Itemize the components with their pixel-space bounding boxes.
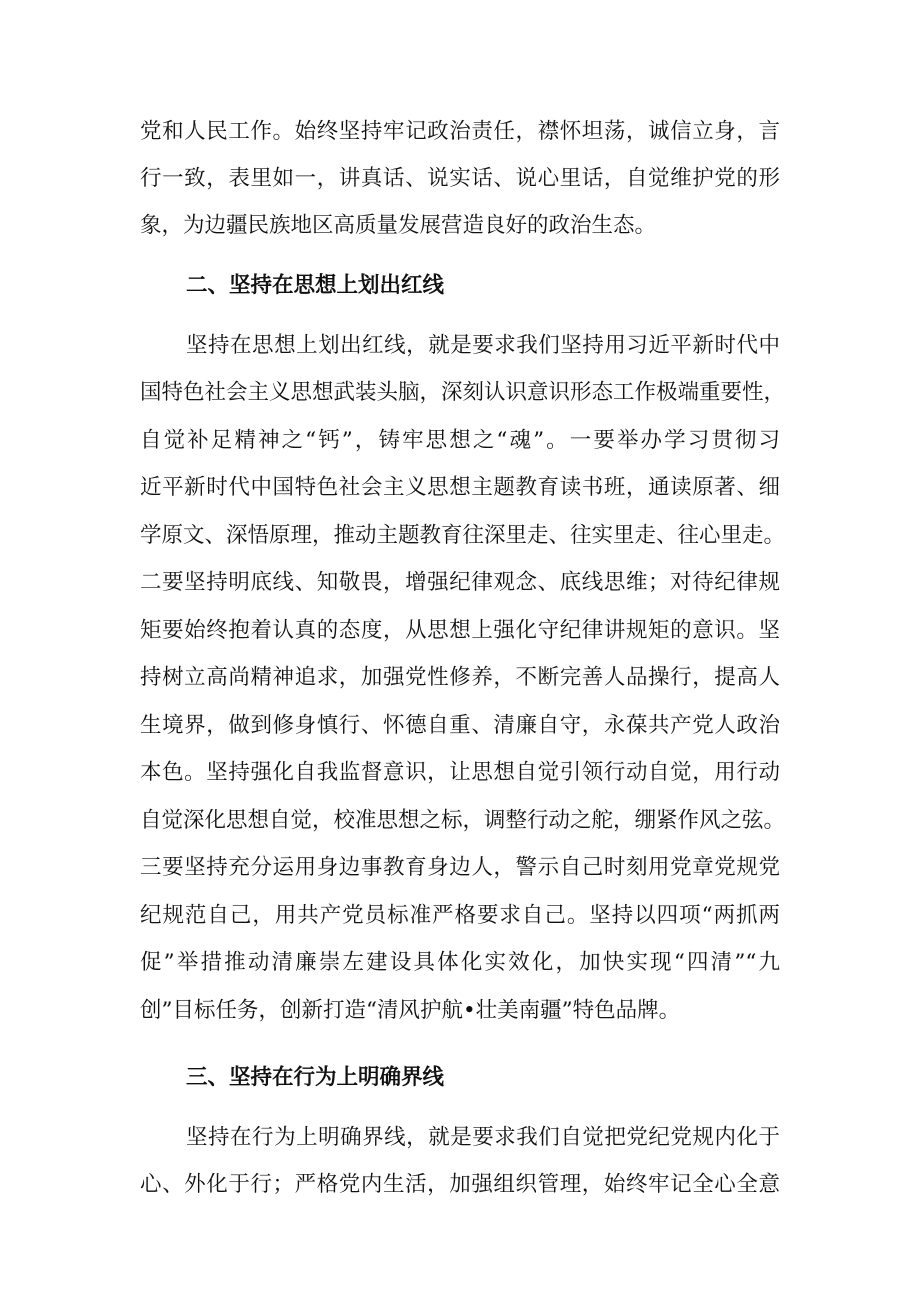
- intro-line-2: 行一致，表里如一，讲真话、说实话、说心里话，自觉维护党的形: [140, 166, 780, 191]
- section2-line-7: 矩要始终抱着认真的态度，从思想上强化守纪律讲规矩的意识。坚: [140, 618, 780, 643]
- intro-line-1: 党和人民工作。始终坚持牢记政治责任，襟怀坦荡，诚信立身，言: [140, 119, 780, 144]
- section2-line-3: 自觉补足精神之“钙”，铸牢思想之“魂”。一要举办学习贯彻习: [140, 428, 780, 453]
- intro-line-3: 象，为边疆民族地区高质量发展营造良好的政治生态。: [140, 213, 657, 238]
- section2-line-1: 坚持在思想上划出红线，就是要求我们坚持用习近平新时代中: [186, 333, 780, 358]
- section2-heading: 二、坚持在思想上划出红线: [186, 273, 445, 298]
- section2-line-2: 国特色社会主义思想武装头脑，深刻认识意识形态工作极端重要性，: [140, 380, 786, 405]
- section2-line-9: 生境界，做到修身慎行、怀德自重、清廉自守，永葆共产党人政治: [140, 713, 780, 738]
- section2-line-11: 自觉深化思想自觉，校准思想之标，调整行动之舵，绷紧作风之弦。: [140, 808, 786, 833]
- section3-line-1: 坚持在行为上明确界线，就是要求我们自觉把党纪党规内化于: [186, 1125, 780, 1150]
- section2-line-13: 纪规范自己，用共产党员标准严格要求自己。坚持以四项“两抓两: [140, 903, 780, 928]
- section3-line-2: 心、外化于行；严格党内生活，加强组织管理，始终牢记全心全意: [140, 1172, 780, 1197]
- section3-heading: 三、坚持在行为上明确界线: [186, 1065, 445, 1090]
- section2-line-8: 持树立高尚精神追求，加强党性修养，不断完善人品操行，提高人: [140, 665, 780, 690]
- section2-line-12: 三要坚持充分运用身边事教育身边人，警示自己时刻用党章党规党: [140, 855, 780, 880]
- section2-line-14: 促”举措推动清廉崇左建设具体化实效化，加快实现“四清”“九: [140, 950, 780, 975]
- section2-line-15: 创”目标任务，创新打造“清风护航•壮美南疆”特色品牌。: [140, 998, 681, 1023]
- section2-line-4: 近平新时代中国特色社会主义思想主题教育读书班，通读原著、细: [140, 475, 780, 500]
- section2-line-6: 二要坚持明底线、知敬畏，增强纪律观念、底线思维；对待纪律规: [140, 570, 780, 595]
- section2-line-5: 学原文、深悟原理，推动主题教育往深里走、往实里走、往心里走。: [140, 523, 786, 548]
- section2-line-10: 本色。坚持强化自我监督意识，让思想自觉引领行动自觉，用行动: [140, 760, 780, 785]
